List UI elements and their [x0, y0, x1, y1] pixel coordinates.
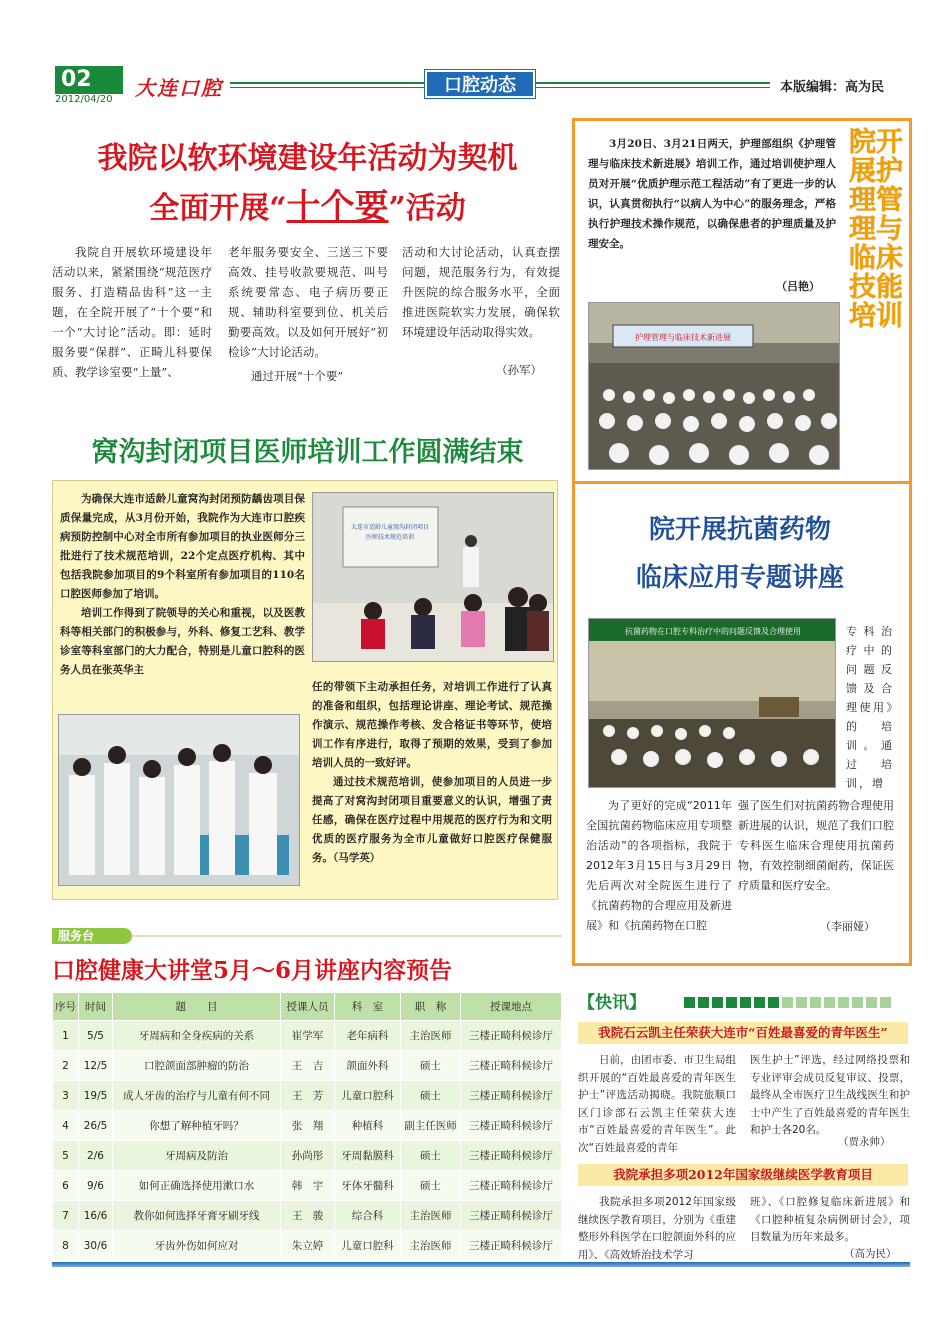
training-practice-photo — [58, 714, 300, 886]
article1-title-part-c: ”活动 — [388, 191, 466, 226]
article1-col3: 活动和大讨论活动，认真查摆问题，规范服务行为，有效提升医院的综合服务水平，全面推进医院软实力发展，确保软环境建设年活动取得实效。 — [402, 245, 560, 339]
article1-author: （孙军） — [496, 363, 542, 377]
article4-text-right: 强了医生们对抗菌药物合理使用新进展的认识，规范了我们口腔专科医生临床合理使用抗菌药物，有效控制细菌耐药，保证医疗质量和医疗安全。 — [738, 799, 894, 892]
issue-date: 2012/04/20 — [55, 94, 113, 105]
article1-title-highlight: 十个要 — [286, 187, 389, 227]
col-header: 科 室 — [335, 993, 401, 1021]
article1-title-line2 — [50, 184, 565, 232]
col-header: 职 称 — [401, 993, 461, 1021]
service-rule — [132, 935, 562, 937]
article4-side: 专科治疗中的问题反馈及合理使用》的培训。通过培训，增 — [846, 625, 894, 790]
article3-vertical-title: 院开展护理管理与临床技能培训 — [849, 127, 903, 332]
article4-title-line1: 院开展抗菌药物 — [648, 515, 831, 545]
nursing-training-photo — [588, 302, 840, 470]
table-row: 8 30/6 牙齿外伤如何应对 朱立婷 儿童口腔科 主治医师 三楼正畸科候诊厅 — [53, 1231, 562, 1261]
article1-title-line1: 我院以软环境建设年活动为契机 — [97, 141, 518, 176]
svg-text:护理管理与临床技术新进展: 护理管理与临床技术新进展 — [635, 333, 731, 342]
svg-text:医师技术规范培训: 医师技术规范培训 — [365, 534, 415, 541]
masthead-logo: 大连口腔 — [135, 76, 223, 100]
quick-news-decoration — [684, 993, 910, 1005]
col-header: 授课人员 — [281, 993, 335, 1021]
service-tag: 服务台 — [52, 928, 132, 944]
col-header: 序号 — [53, 993, 79, 1021]
table-row: 6 9/6 如何正确选择使用漱口水 韩 宇 牙体牙髓科 硕士 三楼正畸科候诊厅 — [53, 1171, 562, 1201]
article4-author: （李丽娅） — [820, 920, 875, 933]
col-header: 授课地点 — [461, 993, 562, 1021]
footer-rule — [52, 1262, 910, 1267]
article3-author: （吕艳） — [776, 280, 820, 293]
table-row: 5 2/6 牙周病及防治 孙尚彤 牙周黏膜科 硕士 三楼正畸科候诊厅 — [53, 1141, 562, 1171]
col-header: 时间 — [79, 993, 113, 1021]
article2-title: 窝沟封闭项目医师培训工作圆满结束 — [91, 437, 524, 468]
antibiotic-lecture-photo — [588, 618, 836, 788]
table-row: 4 26/5 你想了解种植牙吗？ 张 翔 种植科 副主任医师 三楼正畸科候诊厅 — [53, 1111, 562, 1141]
article1-col2: 老年服务要安全、三送三下要高效、挂号收款要规范、叫号系统要常态、电子病历要正规、辅助科室要到位、机关后勤要高效。以及如何开展好“初检诊”大讨论活动。 通过开展“十个要” — [228, 245, 388, 383]
training-lecture-photo — [312, 492, 554, 662]
svg-text:抗菌药物在口腔专科治疗中的问题反馈及合理使用: 抗菌药物在口腔专科治疗中的问题反馈及合理使用 — [625, 627, 801, 636]
news1-title: 我院石云凯主任荣获大连市“百姓最喜爱的青年医生” — [578, 1022, 908, 1044]
news2-author: （高为民） — [844, 1248, 897, 1260]
table-row: 1 5/5 牙周病和全身疾病的关系 崔学军 老年病科 主治医师 三楼正畸科候诊厅 — [53, 1021, 562, 1051]
article3-body: 3月20日、3月21日两天，护理部组织《护理管理与临床技术新进展》培训工作，通过培训使护理人员对开展“优质护理示范工程活动”有了更进一步的认识，认真贯彻执行“以病人为中心”的服务理念，严格执行护理技术操作规范，以确保患者的护理质量及护理安全。 — [588, 138, 836, 250]
article1-col1: 我院自开展软环境建设年活动以来，紧紧围绕“规范医疗服务、打造精品齿科”这一主题，在全院开展了“十个要”和一个“大讨论”活动。即：延时服务要“保群”、正畸儿科要保质、教学诊室要“上量”、 — [52, 245, 212, 379]
page-editor: 本版编辑：高为民 — [780, 80, 885, 95]
table-row: 7 16/6 教你如何选择牙膏牙刷牙线 王 骏 综合科 主治医师 三楼正畸科候诊厅 — [53, 1201, 562, 1231]
svg-text:大连市适龄儿童窝沟封闭项目: 大连市适龄儿童窝沟封闭项目 — [350, 524, 430, 531]
news2-title: 我院承担多项2012年国家级继续医学教育项目 — [578, 1164, 908, 1186]
service-title: 口腔健康大讲堂5月～6月讲座内容预告 — [52, 957, 453, 984]
news1-text-left: 日前，由团市委、市卫生局组织开展的“百姓最喜爱的青年医生护士”评选活动揭晓。我院旅顺口区门诊部石云凯主任荣获大连市“百姓最喜爱的青年医生”。此次“百姓最喜爱的青年 — [578, 1054, 736, 1154]
article4-text-left: 为了更好的完成“2011年全国抗菌药物临床应用专项整治活动”的各项指标，我院于2012年3月15日与3月29日先后两次对全院医生进行了《抗菌药物的合理应用及新进展》和《抗菌药物在口腔 — [586, 799, 732, 932]
article2-text-right: 任的带领下主动承担任务，对培训工作进行了认真的准备和组织，包括理论讲座、理论考试、规范操作演示、规范操作考核、发合格证书等环节，使培训工作有序进行，取得了预期的效果，受到了参加培训人员的一致好评。 通过技术规范培训，使参加项目的人员进一步提高了对窝沟封闭项目重要意义的认识，增强了责任感，确保在医疗过程中用规范的医疗行为和文明优质的医疗服务为全市儿童做好口腔医疗保健服务。（马学英） — [312, 681, 552, 864]
table-row: 3 19/5 成人牙齿的治疗与儿童有何不同 王 芳 儿童口腔科 硕士 三楼正畸科候诊厅 — [53, 1081, 562, 1111]
article1-title-part-a: 全面开展“ — [149, 191, 287, 226]
quick-news-label: 【快讯】 — [578, 993, 646, 1013]
lecture-schedule-table — [52, 992, 562, 1261]
article4-title-line2: 临床应用专题讲座 — [635, 563, 844, 593]
table-header-row — [53, 993, 562, 1021]
col-header: 题 目 — [113, 993, 281, 1021]
news2-text-right: 班》、《口腔修复临床新进展》和《口腔种植复杂病例研讨会》，项目数量为历年来最多。 — [750, 1196, 910, 1243]
page-number: 02 — [55, 66, 123, 94]
table-row: 2 12/5 口腔颌面部肿瘤的防治 王 吉 颌面外科 硕士 三楼正畸科候诊厅 — [53, 1051, 562, 1081]
news2-text-left: 我院承担多项2012年国家级继续医学教育项目，分别为《重建整形外科医学在口腔颌面外科的应用》、《高效矫治技术学习 — [578, 1196, 736, 1261]
news1-text-right: 医生护士”评选，经过网络投票和专业评审会成员反复审议、投票，最终从全市医疗卫生战线医生和护士中产生了百姓最喜爱的青年医生和护士各20名。 — [750, 1054, 910, 1136]
news1-author: （贾永帅） — [838, 1136, 891, 1148]
article2-text-left: 为确保大连市适龄儿童窝沟封闭预防龋齿项目保质保量完成，从3月份开始，我院作为大连市口腔疾病预防控制中心对全市所有参加项目的执业医师分三批进行了技术规范培训，22个定点医疗机构、其中包括我院参加项目的9个科室所有参加项目的110名口腔医师参加了培训。 培训工作得到了院领导的关心和重视，以及医教科等相关部门的积极参与，外科、修复工艺科、教学诊室等科室部门的大力配合，特别是儿童口腔科的医务人员在张英华主 — [60, 493, 305, 676]
section-tag: 口腔动态 — [425, 70, 535, 98]
